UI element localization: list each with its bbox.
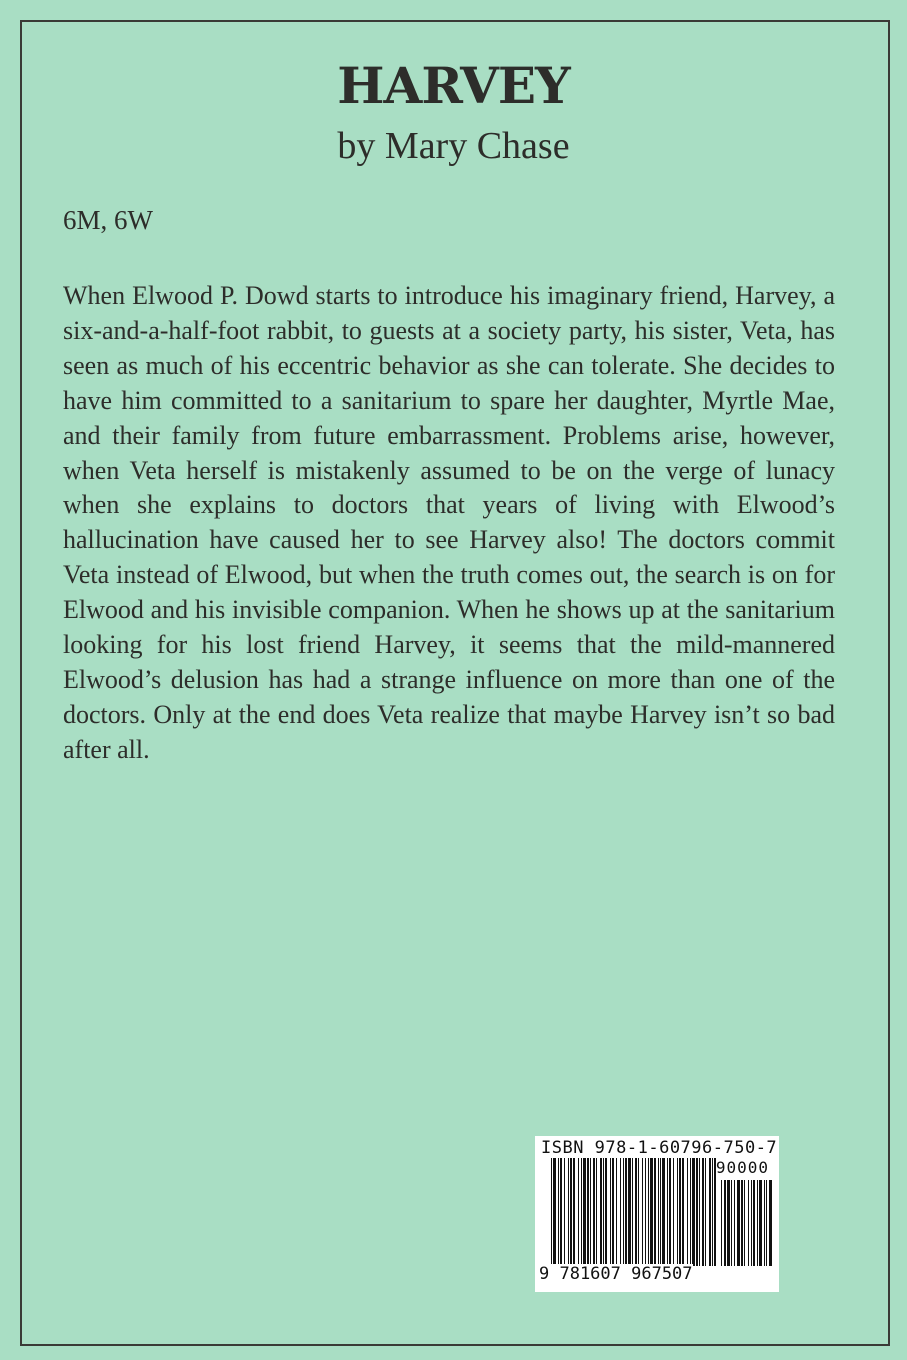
isbn-barcode — [535, 1136, 779, 1292]
isbn-label: ISBN 978-1-60796-750-7 — [541, 1138, 778, 1158]
price-code: 90000 — [715, 1158, 769, 1177]
book-title: HARVEY — [337, 56, 570, 115]
cast-breakdown: 6M, 6W — [63, 205, 153, 235]
ean-digits: 9 781607 967507 — [539, 1264, 693, 1284]
author-byline: by Mary Chase — [337, 125, 570, 167]
synopsis-text: When Elwood P. Dowd starts to introduce his imaginary friend, Harvey, a six-and-a-half-foot rabbit, to guests at a society party, his sister, Veta, has seen as much of his eccentric behavior as she can tolerate. She decides to have him committed to a sanitarium to spare her daughter, Myrtle Mae, and their family from future embarrassment. Problems arise, however, when Veta herself is mistakenly assumed to be on the verge of lunacy when she explains to doctors that years of living with Elwood’s hallucination have caused her to see Harvey also! The doctors commit Veta instead of Elwood, but when the truth comes out, the search is on for Elwood and his invisible companion. When he shows up at the sanitarium looking for his lost friend Harvey, it seems that the mild-mannered Elwood’s delusion has had a strange influence on more than one of the doctors. Only at the end does Veta realize that maybe Harvey isn’t so bad after all. — [63, 281, 835, 764]
